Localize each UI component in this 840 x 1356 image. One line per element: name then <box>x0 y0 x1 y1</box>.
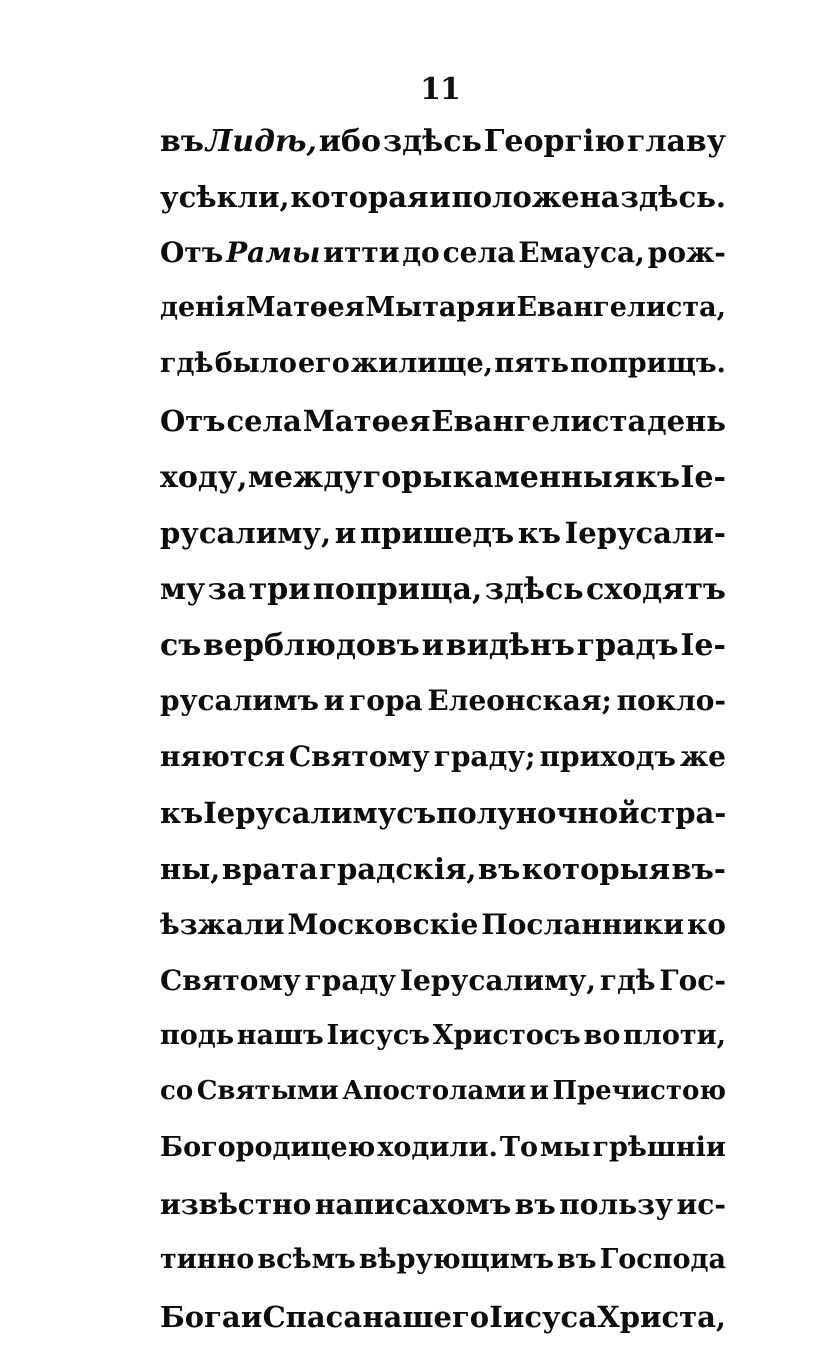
text-line <box>160 796 726 852</box>
word: приходъ <box>539 740 676 773</box>
word: Бога <box>160 1300 241 1334</box>
word: градъ <box>576 628 679 663</box>
word: въ <box>557 1244 597 1275</box>
word: русалимъ <box>160 684 320 717</box>
word: нашего <box>362 1300 490 1334</box>
text-line <box>160 1132 726 1188</box>
text-line <box>160 1188 726 1244</box>
word: въ <box>160 124 204 159</box>
word: написахомъ <box>314 1188 512 1221</box>
word: Апостолами <box>342 1076 527 1106</box>
word: Гос- <box>659 964 726 997</box>
text-line <box>160 852 726 908</box>
word: граду; <box>433 740 536 773</box>
word: Христосъ <box>432 1020 581 1051</box>
word: Московскіе <box>287 908 479 941</box>
text-line <box>160 628 726 684</box>
word: ходили. <box>377 1132 498 1163</box>
word: Святому <box>160 964 301 997</box>
word: Посланники <box>481 908 685 941</box>
word: гдѣ <box>599 964 656 997</box>
word: Іерусалиму, <box>399 964 597 997</box>
word: Мытаря <box>365 292 496 323</box>
word: во <box>583 1020 621 1051</box>
word: гдѣ <box>160 348 214 379</box>
word: Христа, <box>597 1300 726 1334</box>
word: вѣрующимъ <box>358 1244 554 1275</box>
text-line <box>160 740 726 796</box>
word: здѣсь <box>382 124 482 159</box>
text-line <box>160 460 726 516</box>
text-line <box>160 292 726 348</box>
word: Емауса, <box>518 236 645 269</box>
word: Отъ <box>160 404 226 438</box>
word: извѣстно <box>160 1188 312 1221</box>
word: стра- <box>639 796 727 830</box>
word: пришедъ <box>359 516 515 550</box>
word: положена <box>451 180 620 214</box>
word: грѣшніи <box>592 1132 726 1163</box>
word: тинно <box>160 1244 255 1275</box>
word: здѣсь <box>484 572 584 607</box>
word: поприщъ. <box>570 348 726 379</box>
word: Спаса <box>262 1300 363 1334</box>
page-number: 11 <box>420 72 460 107</box>
word: за <box>207 572 247 607</box>
word: Господа <box>599 1244 726 1275</box>
text-line <box>160 684 726 740</box>
word: и <box>334 516 357 550</box>
word: пять <box>494 348 569 379</box>
word: усѣкли, <box>160 180 290 214</box>
word: нашъ <box>236 1020 324 1051</box>
word: здѣсь. <box>620 180 726 214</box>
word: Елеонская; <box>427 684 612 717</box>
word: денія <box>160 292 246 323</box>
word: и <box>429 180 451 214</box>
word: подь <box>160 1020 235 1051</box>
word: ходу, <box>160 460 248 495</box>
word: села <box>226 404 302 438</box>
word: поприща, <box>312 572 483 607</box>
word: каменныя <box>452 460 636 495</box>
word: къ <box>517 516 562 550</box>
word: и <box>529 1076 549 1106</box>
text-line <box>160 236 726 292</box>
word: ѣзжали <box>160 908 285 941</box>
word: му <box>160 572 206 607</box>
word: Іе- <box>680 460 726 495</box>
word: до <box>402 236 440 269</box>
word: Рамы <box>226 236 321 269</box>
word: граду <box>304 964 397 997</box>
word: ибо <box>318 124 382 159</box>
text-line <box>160 348 726 404</box>
word: Отъ <box>160 236 224 269</box>
word: съ <box>396 796 437 830</box>
word: между <box>247 460 363 495</box>
word: Святому <box>288 740 430 773</box>
word: три <box>248 572 311 607</box>
word: села <box>442 236 516 269</box>
word: полуночной <box>436 796 640 830</box>
word: плоти, <box>623 1020 726 1051</box>
word: со <box>160 1076 194 1106</box>
word: видѣнъ <box>445 628 575 663</box>
text-line <box>160 180 726 236</box>
word: всѣмъ <box>257 1244 356 1275</box>
word: врата <box>221 852 318 886</box>
word: Пречистою <box>552 1076 726 1106</box>
word: Іерусали- <box>564 516 726 550</box>
text-line <box>160 124 726 180</box>
word: его <box>298 348 350 379</box>
word: Святыми <box>196 1076 339 1106</box>
word: гора <box>349 684 423 717</box>
word: и <box>323 684 345 717</box>
word: ко <box>687 908 726 941</box>
word: въ <box>514 1188 556 1221</box>
text-line <box>160 572 726 628</box>
word: которая <box>290 180 429 214</box>
word: итти <box>323 236 400 269</box>
word: жилище, <box>350 348 494 379</box>
word: день <box>647 404 726 438</box>
word: Евангелиста <box>431 404 647 438</box>
word: ис- <box>676 1188 726 1221</box>
text-line <box>160 908 726 964</box>
text-line <box>160 1020 726 1076</box>
word: Георгію <box>483 124 626 159</box>
word: рож- <box>647 236 726 269</box>
word: Лидѣ, <box>205 124 317 159</box>
word: и <box>240 1300 263 1334</box>
word: же <box>679 740 726 773</box>
text-line <box>160 964 726 1020</box>
word: покло- <box>616 684 726 717</box>
word: верблюдовъ <box>203 628 420 663</box>
text-line <box>160 516 726 572</box>
word: и <box>421 628 444 663</box>
word: Евангелиста, <box>516 292 726 323</box>
text-line <box>160 404 726 460</box>
word: горы <box>362 460 453 495</box>
word: Матѳея <box>245 292 365 323</box>
word: къ <box>635 460 681 495</box>
word: Матѳея <box>302 404 431 438</box>
word: Іерусалиму <box>203 796 397 830</box>
word: градскія, <box>319 852 477 886</box>
word: Іисуса <box>489 1300 597 1334</box>
word: Іисусъ <box>326 1020 430 1051</box>
word: мы <box>539 1132 591 1163</box>
word: Богородицею <box>160 1132 376 1163</box>
word: и <box>495 292 516 323</box>
word: ны, <box>160 852 221 886</box>
word: сходятъ <box>586 572 726 607</box>
word: русалиму, <box>160 516 332 550</box>
text-line <box>160 1300 726 1356</box>
body-text <box>160 124 726 1356</box>
word: которыя <box>521 852 671 886</box>
word: въ <box>477 852 521 886</box>
word: съ <box>160 628 202 663</box>
word: няются <box>160 740 285 773</box>
word: То <box>499 1132 538 1163</box>
word: главу <box>626 124 726 159</box>
word: къ <box>160 796 204 830</box>
text-line <box>160 1244 726 1300</box>
word: Іе- <box>680 628 726 663</box>
text-line <box>160 1076 726 1132</box>
word: было <box>214 348 297 379</box>
word: въ- <box>671 852 726 886</box>
word: пользу <box>559 1188 673 1221</box>
